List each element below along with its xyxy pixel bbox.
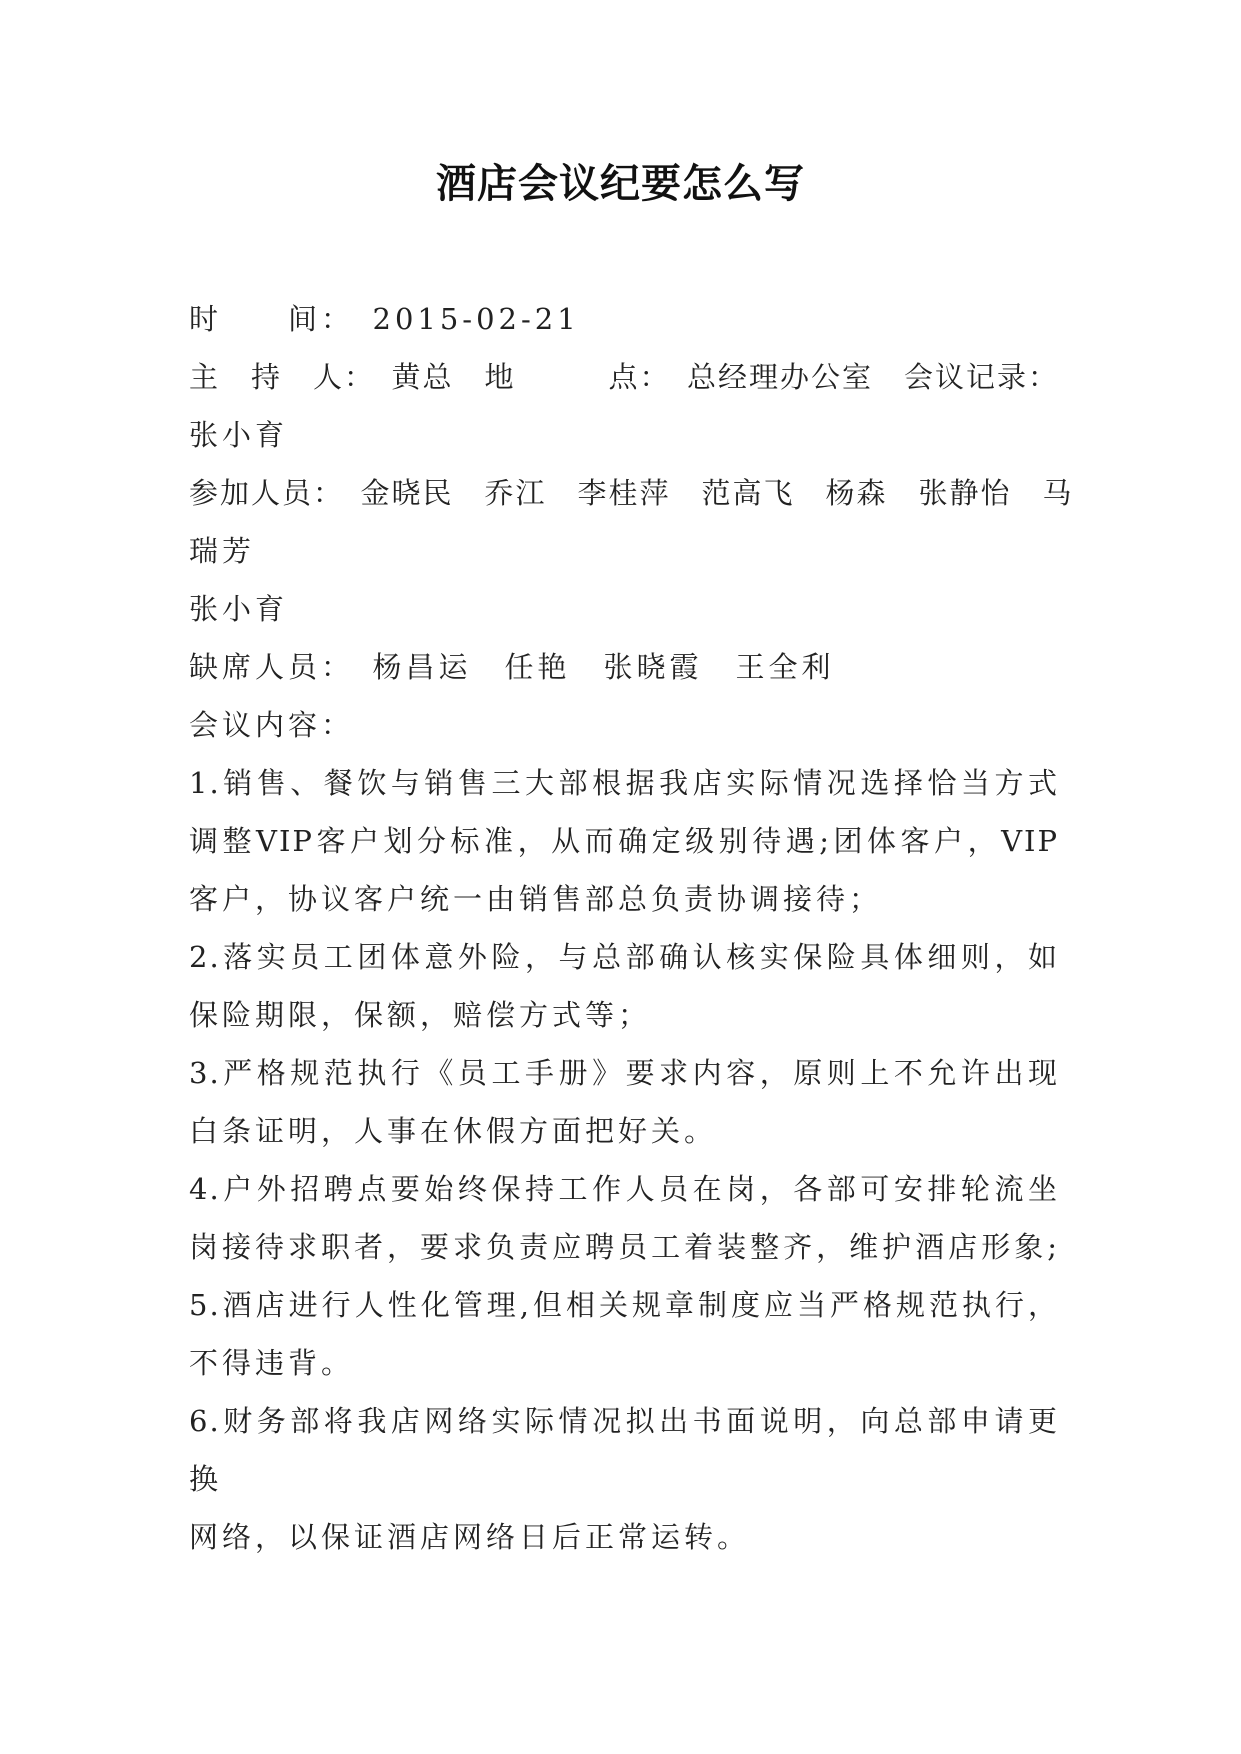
content-item-line: 换 xyxy=(189,1462,223,1496)
content-item-line: 4.户外招聘点要始终保持工作人员在岗，各部可安排轮流坐 xyxy=(189,1172,1059,1206)
meeting-recorder-line: 张小育 xyxy=(189,418,289,452)
content-item-line: 不得违背。 xyxy=(189,1346,355,1380)
attendees-continued-line: 瑞芳 xyxy=(189,534,256,568)
attendees-line: 参加人员： 金晓民 乔江 李桂萍 范高飞 杨森 张静怡 马 xyxy=(189,476,1074,510)
content-item-line: 3.严格规范执行《员工手册》要求内容，原则上不允许出现 xyxy=(189,1056,1059,1090)
attendees-continued-line: 张小育 xyxy=(189,592,289,626)
content-item-line: 保险期限，保额，赔偿方式等； xyxy=(189,998,652,1032)
meeting-content-heading: 会议内容： xyxy=(189,708,355,742)
content-item-line: 客户，协议客户统一由销售部总负责协调接待； xyxy=(189,882,883,916)
content-item-line: 1.销售、餐饮与销售三大部根据我店实际情况选择恰当方式 xyxy=(189,766,1059,800)
content-item-line: 2.落实员工团体意外险，与总部确认核实保险具体细则，如 xyxy=(189,940,1059,974)
content-item-line: 网络，以保证酒店网络日后正常运转。 xyxy=(189,1520,751,1554)
content-item-line: 调整VIP客户划分标准，从而确定级别待遇;团体客户，VIP xyxy=(189,824,1059,858)
content-item-line: 6.财务部将我店网络实际情况拟出书面说明，向总部申请更 xyxy=(189,1404,1059,1438)
content-item-line: 岗接待求职者，要求负责应聘员工着装整齐，维护酒店形象; xyxy=(189,1230,1059,1264)
document-title: 酒店会议纪要怎么写 xyxy=(436,160,805,207)
content-item-line: 白条证明，人事在休假方面把好关。 xyxy=(189,1114,718,1148)
content-item-line: 5.酒店进行人性化管理,但相关规章制度应当严格规范执行， xyxy=(189,1288,1059,1322)
absentees-line: 缺席人员： 杨昌运 任艳 张晓霞 王全利 xyxy=(189,650,835,684)
meeting-host-location-line: 主 持 人： 黄总 地 点： 总经理办公室 会议记录： xyxy=(189,360,1060,394)
meeting-time-line: 时 间： 2015-02-21 xyxy=(189,302,580,336)
document-body xyxy=(189,290,1074,1566)
